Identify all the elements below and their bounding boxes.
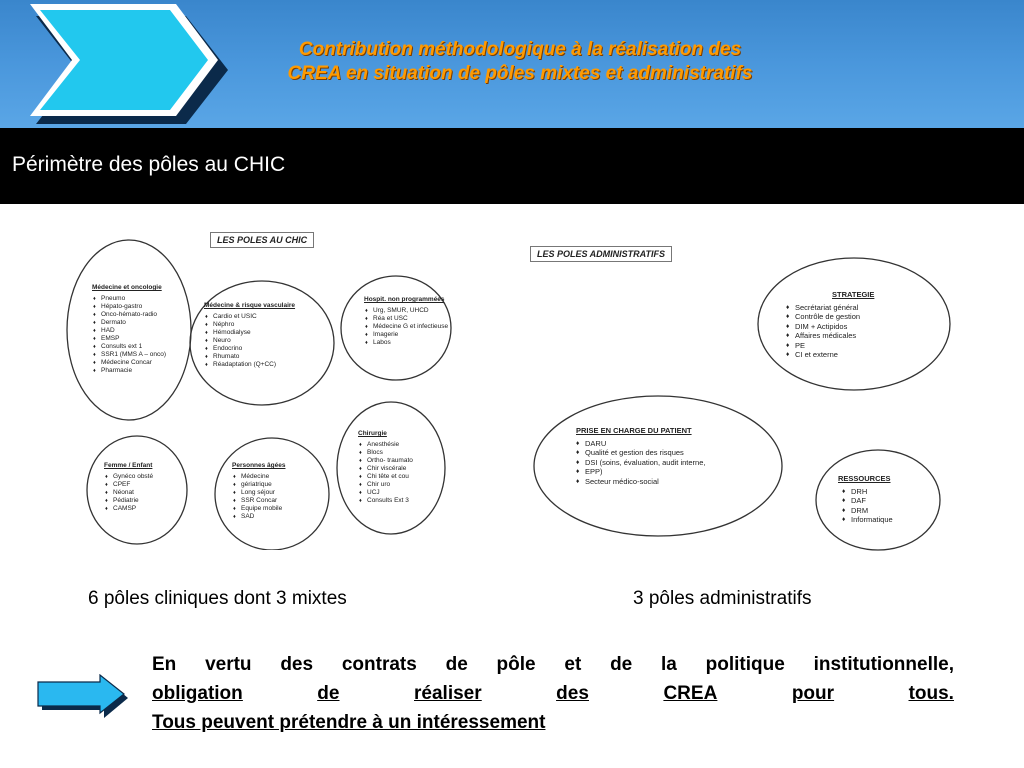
pole-item: ♦ Hémodialyse — [213, 329, 295, 337]
pole-title: STRATEGIE — [832, 290, 875, 299]
pole-item: ♦ UCJ — [367, 489, 413, 497]
pole-title: Femme / Enfant — [104, 462, 153, 469]
paragraph-word: des — [556, 683, 589, 704]
pole-item: ♦ Long séjour — [241, 489, 285, 497]
pole-item: ♦ EPP) — [585, 467, 705, 477]
header-title — [230, 38, 810, 86]
pole-personnes-agees — [232, 462, 285, 521]
pole-item: ♦ Pharmacie — [101, 367, 166, 375]
section-title: Périmètre des pôles au CHIC — [12, 153, 286, 176]
pole-item: ♦ Gynéco obsté — [113, 473, 153, 481]
pole-item: ♦ DRH — [851, 487, 893, 497]
pole-item: ♦ Neuro — [213, 337, 295, 345]
header-title-line1: Contribution méthodologique à la réalisation des — [298, 39, 742, 60]
pole-item: ♦ DSI (soins, évaluation, audit interne, — [585, 458, 705, 468]
pole-item: ♦ Contrôle de gestion — [795, 312, 874, 322]
pole-item: ♦ DARU — [585, 439, 705, 449]
pole-item: ♦ Dermato — [101, 319, 166, 327]
conclusion-paragraph — [152, 650, 954, 737]
pole-item: ♦ Hépato-gastro — [101, 303, 166, 311]
pole-item: ♦ Cardio et USIC — [213, 313, 295, 321]
pole-item: ♦ Réa et USC — [373, 315, 448, 323]
pole-item: ♦ DIM + Actipidos — [795, 322, 874, 332]
pole-item: ♦ DRM — [851, 506, 893, 516]
pole-item: ♦ Rhumato — [213, 353, 295, 361]
pole-item: ♦ Chir uro — [367, 481, 413, 489]
pole-item: ♦ Chir viscérale — [367, 465, 413, 473]
pole-item: ♦ Médecine — [241, 473, 285, 481]
pole-strategie — [786, 290, 874, 360]
pole-item: ♦ Médecine G et infectieuse — [373, 323, 448, 331]
paragraph-word: obligation — [152, 683, 243, 704]
header-title-line2: CREA en situation de pôles mixtes et administratifs — [287, 63, 753, 84]
pole-item: ♦ CI et externe — [795, 350, 874, 360]
clinical-poles-label: LES POLES AU CHIC — [210, 232, 314, 248]
paragraph-word: tous. — [908, 683, 954, 704]
pole-item: ♦ Anesthésie — [367, 441, 413, 449]
paragraph-word: de — [317, 683, 340, 704]
pole-item: ♦ SAD — [241, 513, 285, 521]
paragraph-line2 — [152, 679, 954, 708]
pole-item: ♦ Urg, SMUR, UHCD — [373, 307, 448, 315]
pole-item: ♦ Consults ext 1 — [101, 343, 166, 351]
pole-item: ♦ DAF — [851, 496, 893, 506]
clinical-poles-diagram — [52, 228, 478, 550]
pole-title: Personnes âgées — [232, 462, 286, 469]
pole-item: ♦ Pédiatrie — [113, 497, 153, 505]
pole-item: ♦ EMSP — [101, 335, 166, 343]
right-arrow-icon — [36, 674, 132, 718]
pole-item: ♦ SSR Concar — [241, 497, 285, 505]
pole-item: ♦ Secteur médico-social — [585, 477, 705, 487]
pole-item: ♦ SSR1 (MMS A – onco) — [101, 351, 166, 359]
pole-item: ♦ Pneumo — [101, 295, 166, 303]
pole-item: ♦ Affaires médicales — [795, 331, 874, 341]
pole-item: ♦ Onco-hémato-radio — [101, 311, 166, 319]
header-banner — [0, 0, 1024, 128]
pole-item: ♦ Secrétariat général — [795, 303, 874, 313]
paragraph-word: CREA — [663, 683, 718, 704]
caption-clinical-poles: 6 pôles cliniques dont 3 mixtes — [88, 588, 347, 609]
pole-item: ♦ Réadaptation (Q+CC) — [213, 361, 295, 369]
paragraph-word: pour — [791, 683, 835, 704]
pole-item: ♦ CPEF — [113, 481, 153, 489]
pole-item: ♦ HAD — [101, 327, 166, 335]
pole-item: ♦ gériatrique — [241, 481, 285, 489]
pole-title: Chirurgie — [358, 430, 387, 437]
administrative-ellipses — [520, 230, 968, 558]
administrative-poles-diagram — [520, 230, 968, 558]
pole-item: ♦ Médecine Concar — [101, 359, 166, 367]
pole-title: Médecine et oncologie — [92, 284, 162, 291]
pole-item: ♦ Néphro — [213, 321, 295, 329]
chevron-logo-icon — [0, 0, 240, 128]
administrative-poles-label: LES POLES ADMINISTRATIFS — [530, 246, 672, 262]
caption-administrative-poles: 3 pôles administratifs — [633, 588, 812, 609]
pole-item: ♦ Blocs — [367, 449, 413, 457]
pole-prise-en-charge-patient — [576, 426, 705, 486]
pole-medecine-oncologie — [92, 284, 166, 375]
pole-item: ♦ Imagerie — [373, 331, 448, 339]
pole-title: RESSOURCES — [838, 474, 891, 483]
paragraph-line3: Tous peuvent prétendre à un intéressement — [152, 712, 546, 733]
pole-item: ♦ Informatique — [851, 515, 893, 525]
pole-title: PRISE EN CHARGE DU PATIENT — [576, 426, 692, 435]
pole-item: ♦ Equipe mobile — [241, 505, 285, 513]
pole-item: ♦ PE — [795, 341, 874, 351]
paragraph-word: réaliser — [414, 683, 482, 704]
pole-chirurgie — [358, 430, 413, 505]
pole-item: ♦ Consults Ext 3 — [367, 497, 413, 505]
pole-item: ♦ Labos — [373, 339, 448, 347]
pole-medecine-risque-vasculaire — [204, 302, 295, 369]
pole-item: ♦ Néonat — [113, 489, 153, 497]
pole-title: Hospit. non programmées — [364, 296, 445, 303]
pole-item: ♦ Endocrino — [213, 345, 295, 353]
pole-ressources — [838, 474, 893, 525]
pole-femme-enfant — [104, 462, 153, 513]
pole-title: Médecine & risque vasculaire — [204, 302, 296, 309]
pole-item: ♦ Qualité et gestion des risques — [585, 448, 705, 458]
pole-item: ♦ CAMSP — [113, 505, 153, 513]
paragraph-line1: En vertu des contrats de pôle et de la politique institutionnelle, — [152, 654, 954, 675]
pole-item: ♦ Ortho- traumato — [367, 457, 413, 465]
pole-item: ♦ Chi tête et cou — [367, 473, 413, 481]
pole-hospit-non-programmees — [364, 296, 448, 347]
